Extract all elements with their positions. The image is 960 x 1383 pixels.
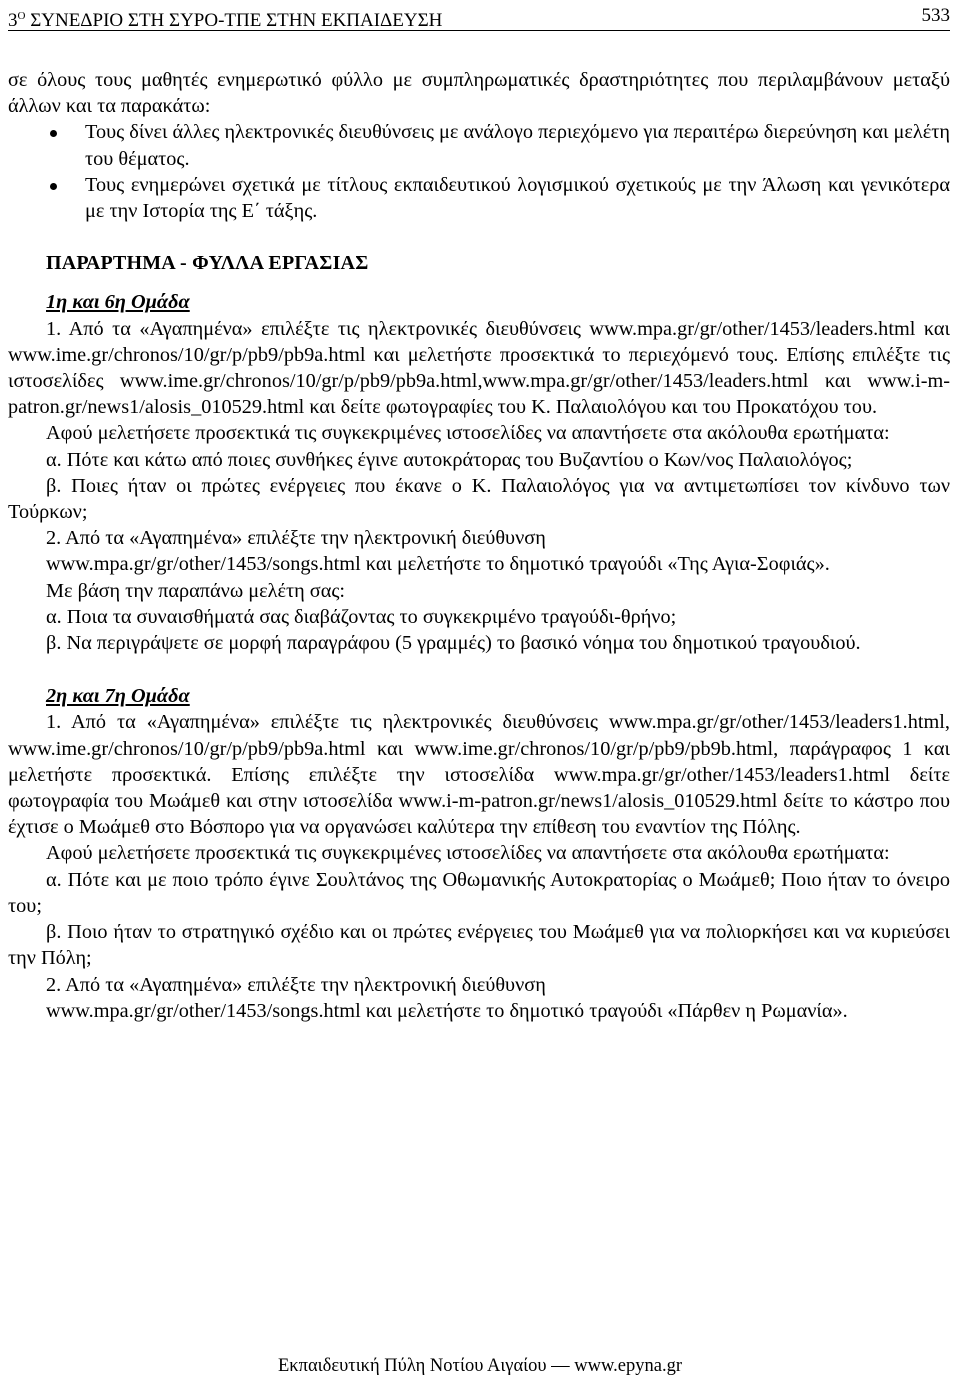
task-paragraph: 1. Από τα «Αγαπημένα» επιλέξτε τις ηλεκτρονικές διευθύνσεις www.mpa.gr/gr/other/1453/leaders.html και www.ime.gr/chronos/10/gr/p/pb9/pb9a.html και μελετήστε προσεκτικά το περιεχόμενό τους. Επίσης επιλέξτε τις ιστοσελίδες www.ime.gr/chronos/10/gr/p/pb9/pb9a.html,www.mpa.gr/gr/other/1453/leaders.html και www.i-m-patron.gr/news1/alosis_010529.html και δείτε φωτογραφίες του Κ. Παλαιολόγου και του Προκατόχου του. [8,317,950,419]
task2-line: 2. Από τα «Αγαπημένα» επιλέξτε την ηλεκτρονική διεύθυνση [46,973,546,996]
task2-url-paragraph: www.mpa.gr/gr/other/1453/songs.html και μελετήστε το δημοτικό τραγούδι «Της Αγια-Σοφιάς». [46,553,830,576]
question-b: β. Ποιο ήταν το στρατηγικό σχέδιο και οι πρώτες ενέργειες του Μωάμεθ για να πολιορκήσει και να κυριεύσει την Πόλη; [8,921,950,970]
task-paragraph: 1. Από τα «Αγαπημένα» επιλέξτε τις ηλεκτρονικές διευθύνσεις www.mpa.gr/gr/other/1453/leaders1.html, www.ime.gr/chronos/10/gr/p/pb9/pb9a.html και www.ime.gr/chronos/10/gr/p/pb9/pb9b.html, παράγραφος 1 και μελετήστε προσεκτικά. Επίσης επιλέξτε την ιστοσελίδα www.mpa.gr/gr/other/1453/leaders1.html δείτε φωτογραφία του Μωάμεθ και στην ιστοσελίδα www.i-m-patron.gr/news1/alosis_010529.html δείτε το κάστρο που έχτισε ο Μωάμεθ στο Βόσπορο για να οργανώσει καλύτερα την επίθεση του εναντίον της Πόλης. [8,711,950,839]
bullet-dot-icon [50,130,57,137]
question-b: β. Ποιες ήταν οι πρώτες ενέργειες που έκανε ο Κ. Παλαιολόγος για να αντιμετωπίσει τον κίνδυνο των Τούρκων; [8,474,950,524]
running-header [8,4,950,31]
group-heading: 2η και 7η Ομάδα [46,685,190,708]
bullet-text: Τους ενημερώνει σχετικά με τίτλους εκπαιδευτικού λογισμικού σχετικούς με την Άλωση και γενικότερα με την Ιστορία της Ε΄ τάξης. [85,173,950,223]
bullet-text: Τους δίνει άλλες ηλεκτρονικές διευθύνσεις με ανάλογο περιεχόμενο για περαιτέρω διερεύνηση και μελέτη του θέματος. [85,121,950,170]
conference-ordinal: Ο [17,10,26,22]
appendix-heading: ΠΑΡΑΡΤΗΜΑ - ΦΥΛΛΑ ΕΡΓΑΣΙΑΣ [46,252,369,275]
conference-number: 3 [8,10,18,31]
intro-paragraph: σε όλους τους μαθητές ενημερωτικό φύλλο με συμπληρωματικές δραστηριότητες που περιλαμβάνουν μεταξύ άλλων και τα παρακάτω: [8,69,950,118]
task2-question-b: β. Να περιγράψετε σε μορφή παραγράφου (5 γραμμές) το βασικό νόημα του δημοτικού τραγουδιού. [46,632,861,655]
page-number: 533 [921,5,950,26]
bullet-item [8,172,950,224]
conference-name: ΣΥΝΕΔΡΙΟ ΣΤΗ ΣΥΡΟ-ΤΠΕ ΣΤΗΝ ΕΚΠΑΙΔΕΥΣΗ [25,10,443,31]
task2-url-paragraph: www.mpa.gr/gr/other/1453/songs.html και μελετήστε το δημοτικό τραγούδι «Πάρθεν η Ρωμανία». [46,999,848,1022]
page-footer: Εκπαιδευτική Πύλη Νοτίου Αιγαίου ― www.epyna.gr [277,1356,683,1376]
page-body [8,67,950,1024]
task2-question-a: α. Ποια τα συναισθήματά σας διαβάζοντας το συγκεκριμένο τραγούδι-θρήνο; [46,605,677,628]
conference-title [8,4,442,33]
bullet-dot-icon [50,183,57,190]
question-a: α. Πότε και με ποιο τρόπο έγινε Σουλτάνος της Οθωμανικής Αυτοκρατορίας ο Μωάμεθ; Ποιο ήταν το όνειρο του; [8,868,950,917]
group-heading: 1η και 6η Ομάδα [46,291,190,314]
question-a: α. Πότε και κάτω από ποιες συνθήκες έγινε αυτοκράτορας του Βυζαντίου ο Κων/νος Παλαιολόγος; [46,448,853,471]
task2-line: 2. Από τα «Αγαπημένα» επιλέξτε την ηλεκτρονική διεύθυνση [46,527,546,550]
bullet-item [8,119,950,171]
task2-instruction: Με βάση την παραπάνω μελέτη σας: [46,579,346,602]
instruction-paragraph: Αφού μελετήσετε προσεκτικά τις συγκεκριμένες ιστοσελίδες να απαντήσετε στα ακόλουθα ερωτήματα: [46,842,890,865]
instruction-paragraph: Αφού μελετήσετε προσεκτικά τις συγκεκριμένες ιστοσελίδες να απαντήσετε στα ακόλουθα ερωτήματα: [46,422,890,445]
